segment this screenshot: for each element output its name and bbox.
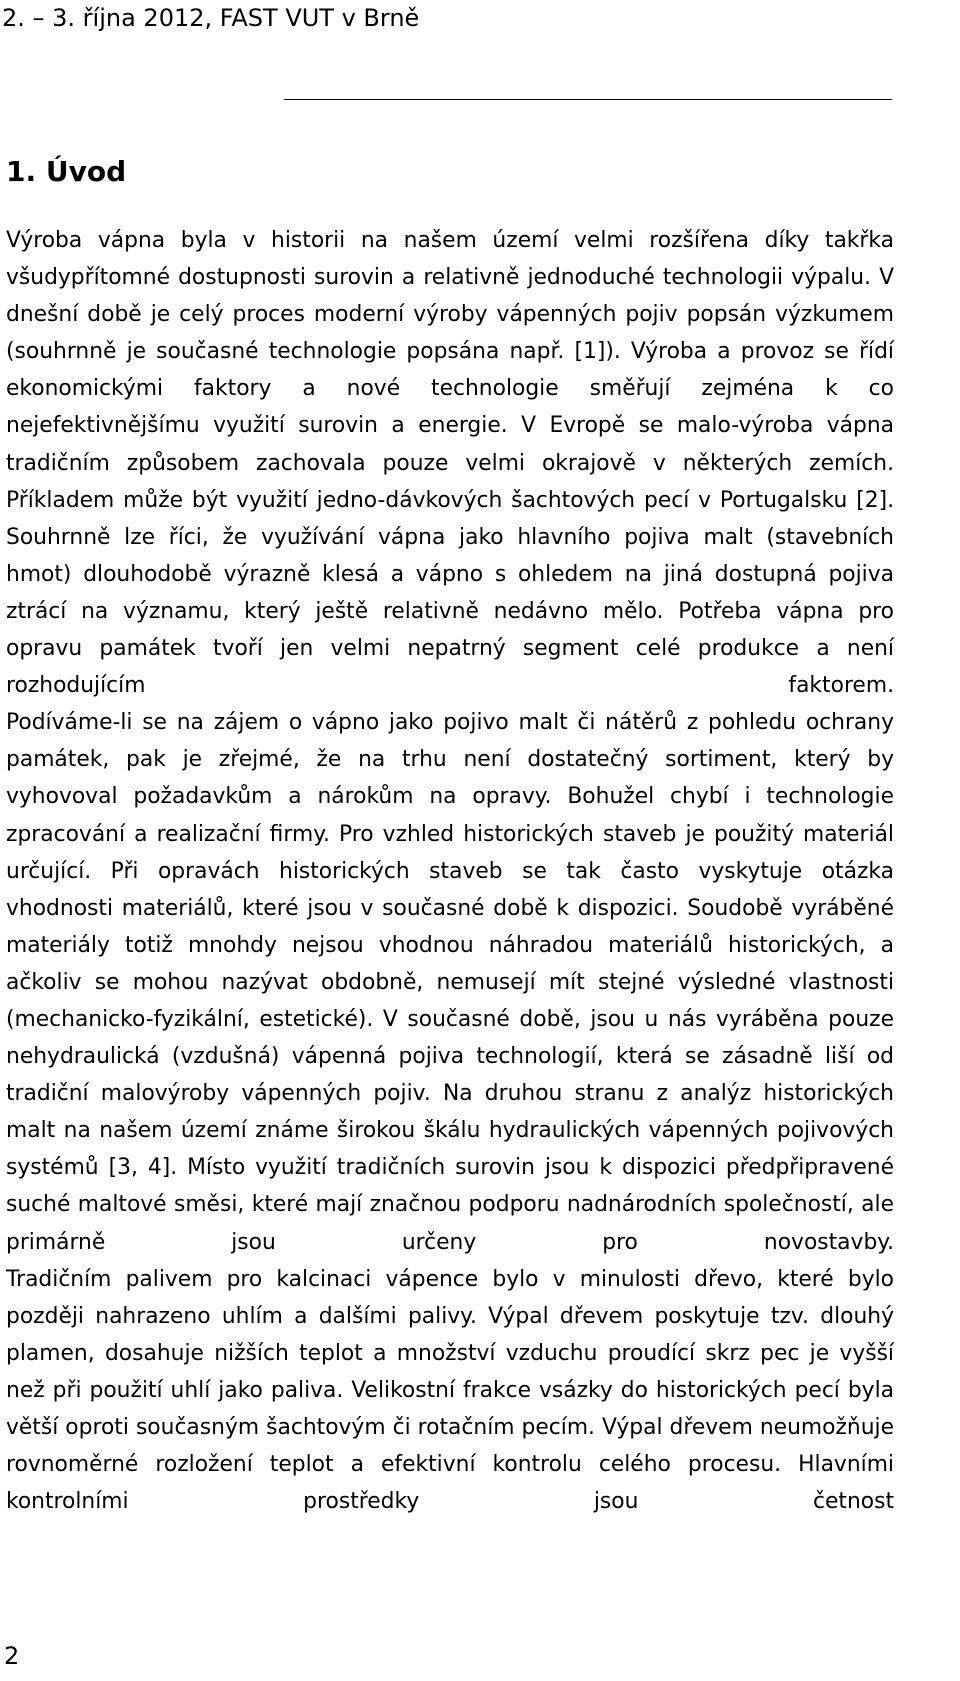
header-rule bbox=[284, 99, 892, 100]
paragraph-1: Výroba vápna byla v historii na našem území velmi rozšířena díky takřka všudypřítomné dostupnosti surovin a relativně jednoduché technologii výpalu. V dnešní době je celý proces moderní výroby vápenných pojiv popsán výzkumem (souhrnně je současné technologie popsána např. [1]). Výroba a provoz se řídí ekonomickými faktory a nové technologie směřují zejména k co nejefektivnějšímu využití surovin a energie. V Evropě se malo-výroba vápna tradičním způsobem zachovala pouze velmi okrajově v některých zemích. Příkladem může být využití jedno-dávkových šachtových pecí v Portugalsku [2]. Souhrnně lze říci, že využívání vápna jako hlavního pojiva malt (stavebních hmot) dlouhodobě výrazně klesá a vápno s ohledem na jiná dostupná pojiva ztrácí na významu, který ještě relativně nedávno mělo. Potřeba vápna pro opravu památek tvoří jen velmi nepatrný segment celé produkce a není rozhodujícím faktorem. bbox=[6, 228, 894, 699]
body-text bbox=[6, 222, 894, 1520]
running-header: 2. – 3. října 2012, FAST VUT v Brně bbox=[2, 4, 420, 32]
page-number: 2 bbox=[4, 1642, 20, 1670]
paragraph-3: Tradičním palivem pro kalcinaci vápence bylo v minulosti dřevo, které bylo později nahrazeno uhlím a dalšími palivy. Výpal dřevem poskytuje tzv. dlouhý plamen, dosahuje nižších teplot a množství vzduchu proudící skrz pec je vyšší než při použití uhlí jako paliva. Velikostní frakce vsázky do historických pecí byla větší oproti současným šachtovým či rotačním pecím. Výpal dřevem neumožňuje rovnoměrné rozložení teplot a efektivní kontrolu celého procesu. Hlavními kontrolními prostředky jsou četnost bbox=[6, 1266, 894, 1515]
paragraph-2: Podíváme-li se na zájem o vápno jako pojivo malt či nátěrů z pohledu ochrany památek, pak je zřejmé, že na trhu není dostatečný sortiment, který by vyhovoval požadavkům a nárokům na opravy. Bohužel chybí i technologie zpracování a realizační firmy. Pro vzhled historických staveb je použitý materiál určující. Při opravách historických staveb se tak často vyskytuje otázka vhodnosti materiálů, které jsou v současné době k dispozici. Soudobě vyráběné materiály totiž mnohdy nejsou vhodnou náhradou materiálů historických, a ačkoliv se mohou nazývat obdobně, nemusejí mít stejné výsledné vlastnosti (mechanicko-fyzikální, estetické). V současné době, jsou u nás vyráběna pouze nehydraulická (vzdušná) vápenná pojiva technologií, která se zásadně liší od tradiční malovýroby vápenných pojiv. Na druhou stranu z analýz historických malt na našem území známe širokou škálu hydraulických vápenných pojivových systémů [3, 4]. Místo využití tradičních surovin jsou k dispozici předpřipravené suché maltové směsi, které mají značnou podporu nadnárodních společností, ale primárně jsou určeny pro novostavby. bbox=[6, 710, 894, 1255]
section-heading: 1. Úvod bbox=[6, 155, 127, 188]
